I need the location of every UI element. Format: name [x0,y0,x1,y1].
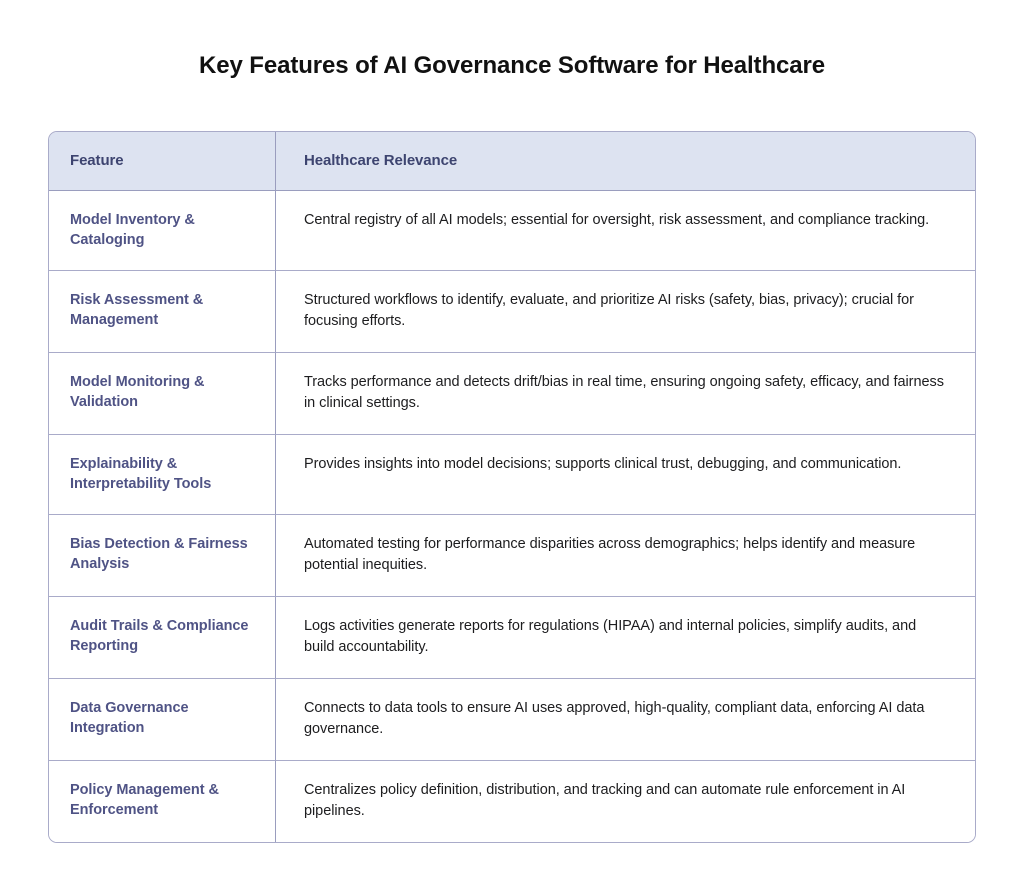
cell-feature: Explainability & Interpretability Tools [49,435,276,515]
cell-healthcare-relevance: Automated testing for performance disparities across demographics; helps identify and measure potential inequities. [276,515,975,597]
table-header [49,132,975,191]
feature-table [48,131,976,843]
cell-healthcare-relevance: Connects to data tools to ensure AI uses approved, high-quality, compliant data, enforcing AI data governance. [276,679,975,761]
column-header-feature: Feature [49,132,276,191]
cell-healthcare-relevance: Logs activities generate reports for regulations (HIPAA) and internal policies, simplify audits, and build accountability. [276,597,975,679]
table-row [49,679,975,761]
table-row [49,191,975,271]
cell-feature: Bias Detection & Fairness Analysis [49,515,276,597]
table-row [49,435,975,515]
cell-healthcare-relevance: Provides insights into model decisions; supports clinical trust, debugging, and communication. [276,435,975,515]
page-title: Key Features of AI Governance Software for Healthcare [198,52,825,79]
table-header-row [49,132,975,191]
cell-feature: Risk Assessment & Management [49,271,276,353]
cell-feature: Data Governance Integration [49,679,276,761]
cell-healthcare-relevance: Central registry of all AI models; essential for oversight, risk assessment, and compliance tracking. [276,191,975,271]
table-body [49,191,975,842]
table-row [49,761,975,842]
table-row [49,353,975,435]
cell-healthcare-relevance: Centralizes policy definition, distribution, and tracking and can automate rule enforcement in AI pipelines. [276,761,975,842]
cell-feature: Model Inventory & Cataloging [49,191,276,271]
column-header-healthcare-relevance: Healthcare Relevance [276,132,975,191]
cell-feature: Audit Trails & Compliance Reporting [49,597,276,679]
cell-healthcare-relevance: Structured workflows to identify, evaluate, and prioritize AI risks (safety, bias, privacy); crucial for focusing efforts. [276,271,975,353]
cell-feature: Policy Management & Enforcement [49,761,276,842]
table-row [49,515,975,597]
table-row [49,597,975,679]
table-row [49,271,975,353]
cell-healthcare-relevance: Tracks performance and detects drift/bias in real time, ensuring ongoing safety, efficacy, and fairness in clinical settings. [276,353,975,435]
cell-feature: Model Monitoring & Validation [49,353,276,435]
feature-table-container [48,131,974,843]
